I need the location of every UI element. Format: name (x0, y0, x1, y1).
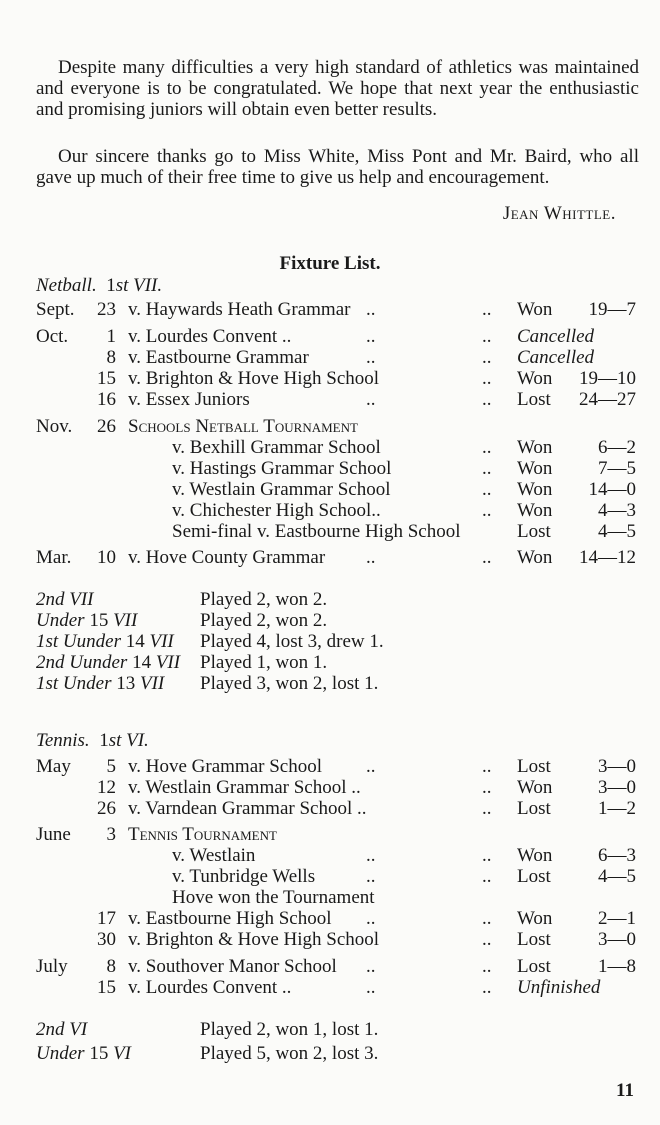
result: Cancelled (517, 347, 595, 368)
result: Lost (517, 798, 551, 819)
leader-dots: .. (482, 458, 492, 479)
team-summary (36, 652, 636, 673)
team-label: Under (36, 610, 85, 631)
result: Won (517, 437, 553, 458)
fixture-row (36, 547, 636, 568)
sport-name: Netball. (36, 275, 97, 296)
fixture-row (36, 458, 636, 479)
fixture-row (36, 389, 636, 410)
team-label: 1st Uunder (36, 631, 121, 652)
opponent: v. Eastbourne High School (128, 908, 332, 929)
opponent: v. Hove Grammar School (128, 756, 322, 777)
fixture-row (36, 416, 636, 437)
result: Won (517, 547, 553, 568)
leader-dots: .. (482, 798, 492, 819)
result: Won (517, 908, 553, 929)
team-name: 1st Under 13 VII (36, 673, 165, 694)
day: 12 (97, 777, 116, 798)
fixture-row (36, 845, 636, 866)
fixture-row (36, 824, 636, 845)
team-numeral: VI (113, 1043, 131, 1064)
opponent: Tennis Tournament (128, 824, 277, 845)
leader-dots: .. (366, 326, 376, 347)
summary-text: Played 2, won 2. (200, 610, 328, 631)
team-name: Under 15 VI (36, 1043, 131, 1064)
team-numeral: VII (113, 610, 138, 631)
fixture-row (36, 299, 636, 320)
month: Oct. (36, 326, 69, 347)
month: Nov. (36, 416, 73, 437)
leader-dots: .. (482, 977, 492, 998)
leader-dots: .. (482, 866, 492, 887)
opponent: v. Chichester High School.. (172, 500, 381, 521)
result: Cancelled (517, 326, 595, 347)
opponent: Semi-final v. Eastbourne High School (172, 521, 461, 542)
day: 16 (97, 389, 116, 410)
summary-text: Played 3, won 2, lost 1. (200, 673, 379, 694)
leader-dots: .. (366, 866, 376, 887)
leader-dots: .. (366, 299, 376, 320)
day: 30 (97, 929, 116, 950)
day: 15 (97, 368, 116, 389)
month: May (36, 756, 71, 777)
fixture-list-title: Fixture List. (279, 253, 381, 274)
leader-dots: .. (366, 956, 376, 977)
summary-text: Played 2, won 2. (200, 589, 328, 610)
fixture-row (36, 368, 636, 389)
signature: Jean Whittle. (502, 203, 616, 224)
fixture-row (36, 479, 636, 500)
opponent: v. Westlain Grammar School .. (128, 777, 361, 798)
month: July (36, 956, 68, 977)
fixture-row (36, 977, 636, 998)
opponent: v. Brighton & Hove High School (128, 368, 380, 389)
leader-dots: .. (366, 908, 376, 929)
summary-text: Played 5, won 2, lost 3. (200, 1043, 379, 1064)
day: 23 (97, 299, 116, 320)
day: 26 (97, 798, 116, 819)
opponent: v. Westlain Grammar School (172, 479, 391, 500)
team-summary (36, 631, 636, 652)
team-label: 1st Under (36, 673, 112, 694)
team-numeral: VII (149, 631, 174, 652)
day: 8 (106, 956, 116, 977)
tennis-heading: Tennis. 1st VI. (36, 730, 149, 751)
opponent: v. Hove County Grammar (128, 547, 326, 568)
intro-paragraph-2: Our sincere thanks go to Miss White, Miss Pont and Mr. Baird, who all gave up much of their free time to give us help and encouragement. (36, 146, 639, 188)
leader-dots: .. (366, 347, 376, 368)
opponent: v. Westlain (172, 845, 256, 866)
team-numeral: VII (139, 673, 165, 694)
leader-dots: .. (482, 956, 492, 977)
team-label: 2nd Uunder (36, 652, 128, 673)
team-name: 1st Uunder 14 VII (36, 631, 174, 652)
team-label: 2nd VI (36, 1019, 88, 1040)
leader-dots: .. (366, 845, 376, 866)
result: Won (517, 845, 553, 866)
result: Lost (517, 956, 551, 977)
day: 15 (97, 977, 116, 998)
team-summary (36, 589, 636, 610)
team-name: 2nd Uunder 14 VII (36, 652, 181, 673)
team-summary (36, 673, 636, 694)
fixture-row (36, 866, 636, 887)
team-summary (36, 1043, 636, 1064)
leader-dots: .. (482, 326, 492, 347)
score: 6—2 (598, 437, 636, 458)
leader-dots: .. (482, 929, 492, 950)
result: Won (517, 458, 553, 479)
fixture-row (36, 908, 636, 929)
team-numeral: VII (155, 652, 181, 673)
result: Lost (517, 929, 551, 950)
leader-dots: .. (482, 908, 492, 929)
score: 4—5 (598, 866, 636, 887)
leader-dots: .. (482, 368, 492, 389)
score: 3—0 (598, 777, 636, 798)
leader-dots: .. (366, 977, 376, 998)
result: Lost (517, 389, 551, 410)
team-name (36, 1019, 87, 1040)
leader-dots: .. (482, 437, 492, 458)
fixture-row (36, 326, 636, 347)
team-label: Under (36, 1043, 85, 1064)
team-name: Under 15 VII (36, 610, 138, 631)
opponent: v. Southover Manor School (128, 956, 337, 977)
day: 10 (97, 547, 116, 568)
sport-name: Tennis. (36, 730, 90, 751)
opponent: v. Haywards Heath Grammar (128, 299, 351, 320)
opponent: v. Lourdes Convent .. (128, 326, 292, 347)
opponent: v. Lourdes Convent .. (128, 977, 292, 998)
fixture-row (36, 521, 636, 542)
result: Lost (517, 866, 551, 887)
leader-dots: .. (366, 547, 376, 568)
result: Unfinished (517, 977, 601, 998)
result: Won (517, 299, 553, 320)
netball-heading: Netball. 1st VII. (36, 275, 163, 296)
opponent: Hove won the Tournament (172, 887, 375, 908)
fixture-row (36, 437, 636, 458)
score: 14—0 (588, 479, 636, 500)
score: 4—3 (598, 500, 636, 521)
leader-dots: .. (482, 299, 492, 320)
score: 1—8 (598, 956, 636, 977)
fixture-row (36, 798, 636, 819)
leader-dots: .. (482, 500, 492, 521)
fixture-row (36, 347, 636, 368)
day: 8 (106, 347, 116, 368)
day: 5 (106, 756, 116, 777)
score: 6—3 (598, 845, 636, 866)
summary-text: Played 2, won 1, lost 1. (200, 1019, 379, 1040)
opponent: Schools Netball Tournament (128, 416, 358, 437)
leader-dots: .. (482, 547, 492, 568)
team-name (36, 589, 94, 610)
leader-dots: .. (482, 347, 492, 368)
month: June (36, 824, 71, 845)
score: 2—1 (598, 908, 636, 929)
opponent: v. Brighton & Hove High School (128, 929, 380, 950)
score: 3—0 (598, 929, 636, 950)
fixture-row (36, 887, 636, 908)
leader-dots: .. (366, 756, 376, 777)
result: Won (517, 479, 553, 500)
opponent: v. Tunbridge Wells (172, 866, 316, 887)
result: Won (517, 500, 553, 521)
day: 17 (97, 908, 116, 929)
opponent: v. Hastings Grammar School (172, 458, 392, 479)
score: 4—5 (598, 521, 636, 542)
opponent: v. Bexhill Grammar School (172, 437, 381, 458)
intro-paragraph-1: Despite many difficulties a very high standard of athletics was maintained and everyone is to be congratulated. We hope that next year the enthusiastic and promising juniors will obtain even better results. (36, 57, 639, 120)
fixture-row (36, 956, 636, 977)
opponent: v. Eastbourne Grammar (128, 347, 309, 368)
score: 1—2 (598, 798, 636, 819)
score: 19—10 (579, 368, 636, 389)
fixture-row (36, 777, 636, 798)
fixture-row (36, 929, 636, 950)
page-number: 11 (616, 1080, 634, 1101)
leader-dots: .. (482, 777, 492, 798)
opponent: v. Essex Juniors (128, 389, 250, 410)
score: 14—12 (579, 547, 636, 568)
score: 24—27 (579, 389, 636, 410)
score: 7—5 (598, 458, 636, 479)
result: Lost (517, 756, 551, 777)
month: Sept. (36, 299, 75, 320)
leader-dots: .. (482, 756, 492, 777)
team-summary (36, 1019, 636, 1040)
score: 19—7 (588, 299, 636, 320)
day: 3 (106, 824, 116, 845)
month: Mar. (36, 547, 72, 568)
score: 3—0 (598, 756, 636, 777)
opponent: v. Varndean Grammar School .. (128, 798, 367, 819)
leader-dots: .. (482, 389, 492, 410)
team-summary (36, 610, 636, 631)
day: 26 (97, 416, 116, 437)
result: Lost (517, 521, 551, 542)
day: 1 (106, 326, 116, 347)
team-label: 2nd VII (36, 589, 94, 610)
leader-dots: .. (482, 479, 492, 500)
summary-text: Played 1, won 1. (200, 652, 328, 673)
summary-text: Played 4, lost 3, drew 1. (200, 631, 384, 652)
leader-dots: .. (366, 389, 376, 410)
fixture-row (36, 756, 636, 777)
result: Won (517, 777, 553, 798)
result: Won (517, 368, 553, 389)
leader-dots: .. (482, 845, 492, 866)
fixture-row (36, 500, 636, 521)
